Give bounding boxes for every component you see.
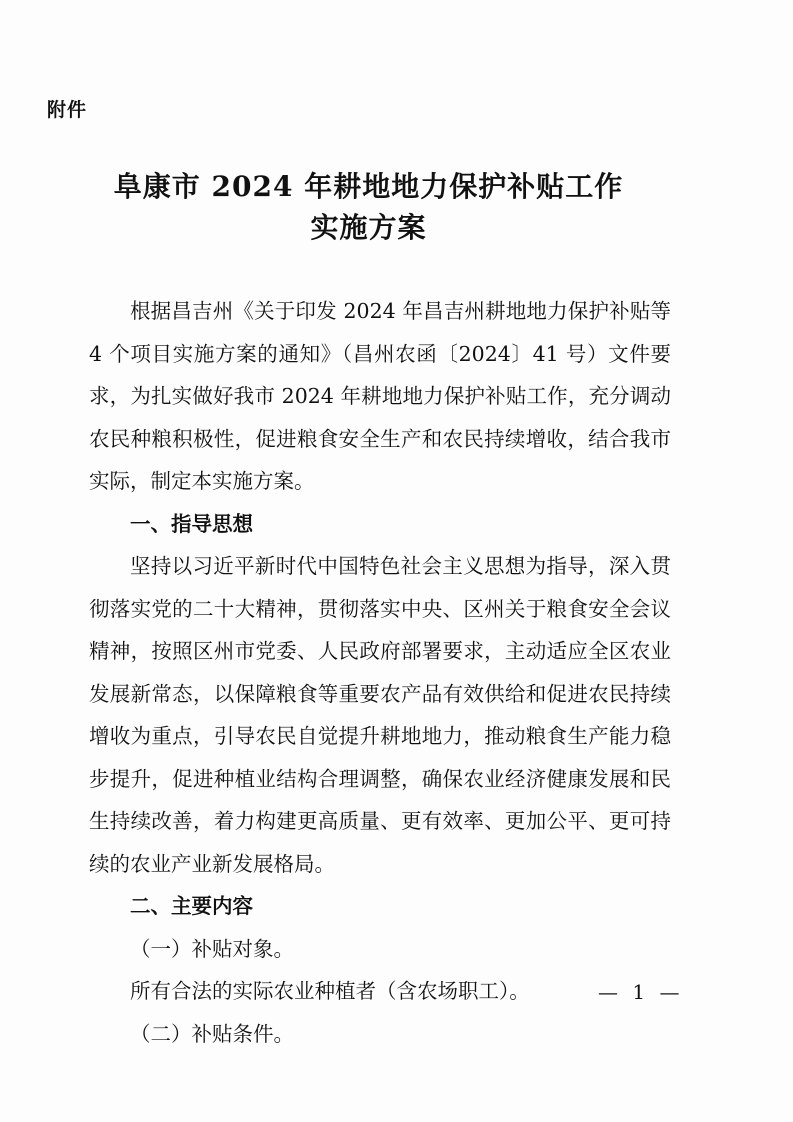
subsection-subsidy-target: （一）补贴对象。: [130, 936, 294, 961]
attachment-label: 附件: [47, 99, 88, 121]
page-number: — 1 —: [598, 980, 684, 1004]
document-title-line-1: 阜康市 2024 年耕地地力保护补贴工作: [113, 170, 624, 203]
intro-paragraph: 根据昌吉州《关于印发 2024 年昌吉州耕地地力保护补贴等 4 个项目实施方案的通知》（昌州农函〔2024〕41 号）文件要求，为扎实做好我市 2024 年耕地地力保护补贴工作，充分调动农民种粮积极性，促进粮食安全生产和农民持续增收，结合我市实际，制定本实施方案。: [89, 299, 671, 493]
document-title-line-2: 实施方案: [310, 211, 427, 244]
subsection-subsidy-conditions: （二）补贴条件。: [130, 1021, 294, 1046]
subsidy-target-paragraph: 所有合法的实际农业种植者（含农场职工）。: [130, 979, 530, 1003]
section-heading-main-content: 二、主要内容: [130, 894, 253, 918]
guiding-ideology-paragraph: 坚持以习近平新时代中国特色社会主义思想为指导，深入贯彻落实党的二十大精神，贯彻落实中央、区州关于粮食安全会议精神，按照区州市党委、人民政府部署要求，主动适应全区农业发展新常态，以保障粮食等重要农产品有效供给和促进农民持续增收为重点，引导农民自觉提升耕地地力，推动粮食生产能力稳步提升，促进种植业结构合理调整，确保农业经济健康发展和民生持续改善，着力构建更高质量、更有效率、更加公平、更可持续的农业产业新发展格局。: [89, 554, 671, 876]
document-body: [89, 290, 671, 1055]
section-heading-guiding-ideology: 一、指导思想: [130, 511, 253, 536]
